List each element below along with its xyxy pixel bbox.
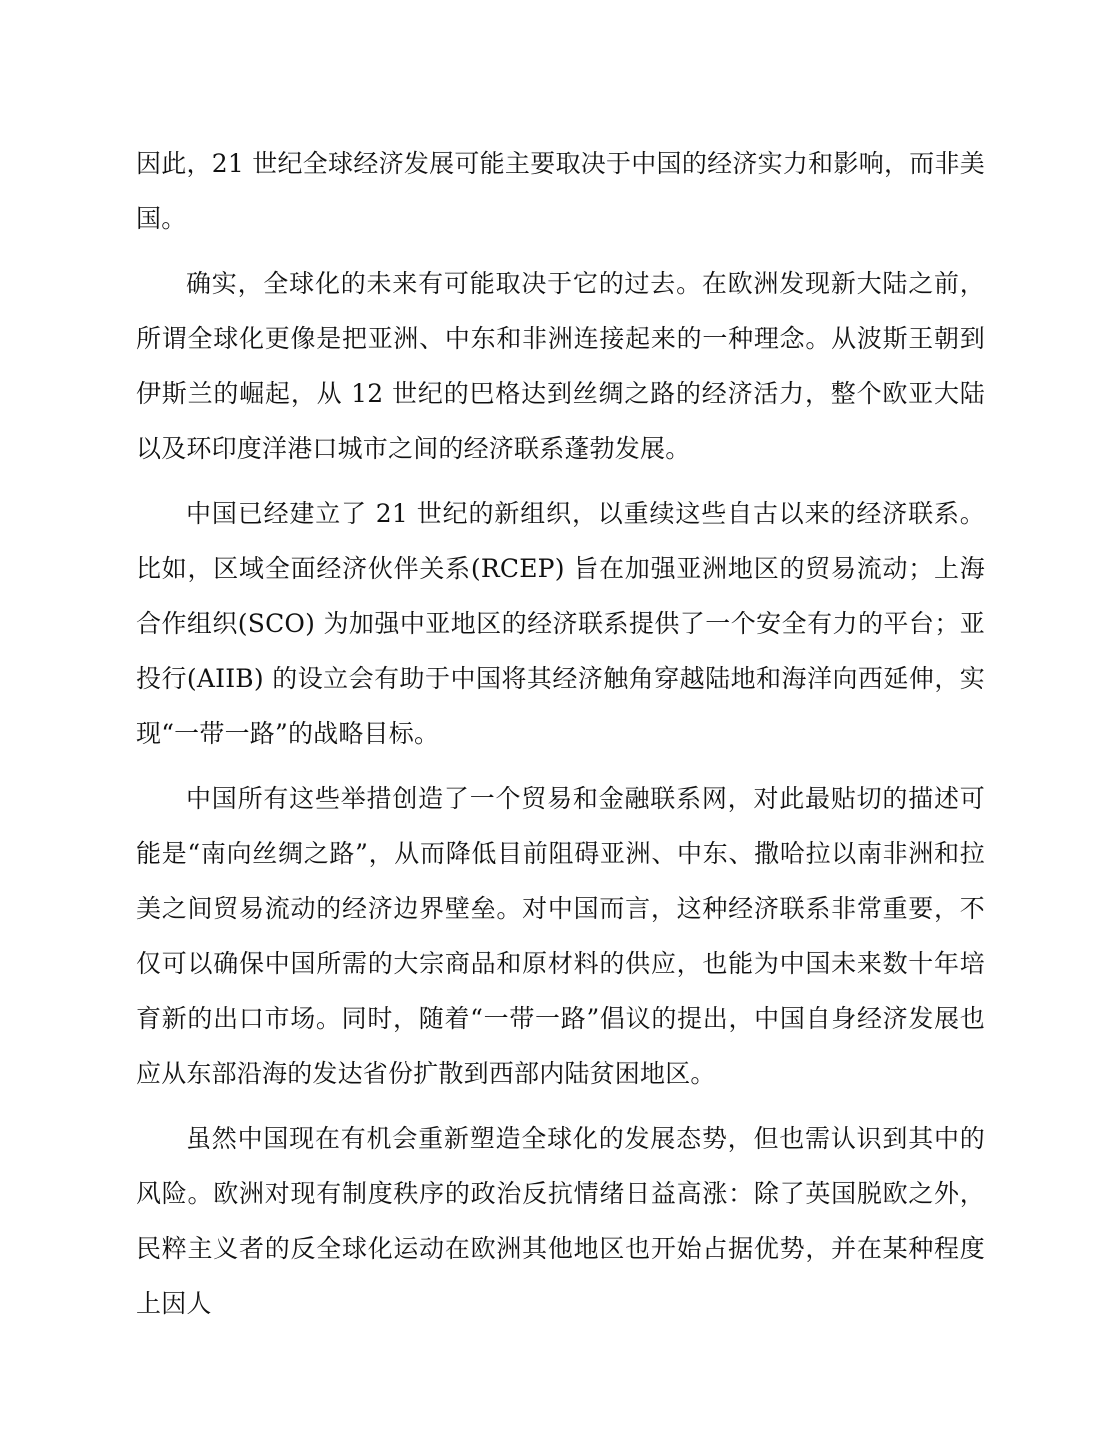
paragraph-3: 中国已经建立了 21 世纪的新组织，以重续这些自古以来的经济联系。比如，区域全面经济伙伴关系(RCEP) 旨在加强亚洲地区的贸易流动；上海合作组织(SCO) 为加强中亚地区的经济联系提供了一个安全有力的平台；亚投行(AIIB) 的设立会有助于中国将其经济触角穿越陆地和海洋向西延伸，实现“一带一路”的战略目标。 (136, 499, 985, 748)
paragraph-1: 因此，21 世纪全球经济发展可能主要取决于中国的经济实力和影响，而非美国。 (136, 149, 985, 233)
paragraph-5: 虽然中国现在有机会重新塑造全球化的发展态势，但也需认识到其中的风险。欧洲对现有制度秩序的政治反抗情绪日益高涨：除了英国脱欧之外，民粹主义者的反全球化运动在欧洲其他地区也开始占据优势，并在某种程度上因人 (136, 1124, 985, 1318)
paragraph-2: 确实，全球化的未来有可能取决于它的过去。在欧洲发现新大陆之前，所谓全球化更像是把亚洲、中东和非洲连接起来的一种理念。从波斯王朝到伊斯兰的崛起，从 12 世纪的巴格达到丝绸之路的经济活力，整个欧亚大陆以及环印度洋港口城市之间的经济联系蓬勃发展。 (136, 269, 985, 463)
paragraph-4: 中国所有这些举措创造了一个贸易和金融联系网，对此最贴切的描述可能是“南向丝绸之路”，从而降低目前阻碍亚洲、中东、撒哈拉以南非洲和拉美之间贸易流动的经济边界壁垒。对中国而言，这种经济联系非常重要，不仅可以确保中国所需的大宗商品和原材料的供应，也能为中国未来数十年培育新的出口市场。同时，随着“一带一路”倡议的提出，中国自身经济发展也应从东部沿海的发达省份扩散到西部内陆贫困地区。 (136, 784, 985, 1088)
